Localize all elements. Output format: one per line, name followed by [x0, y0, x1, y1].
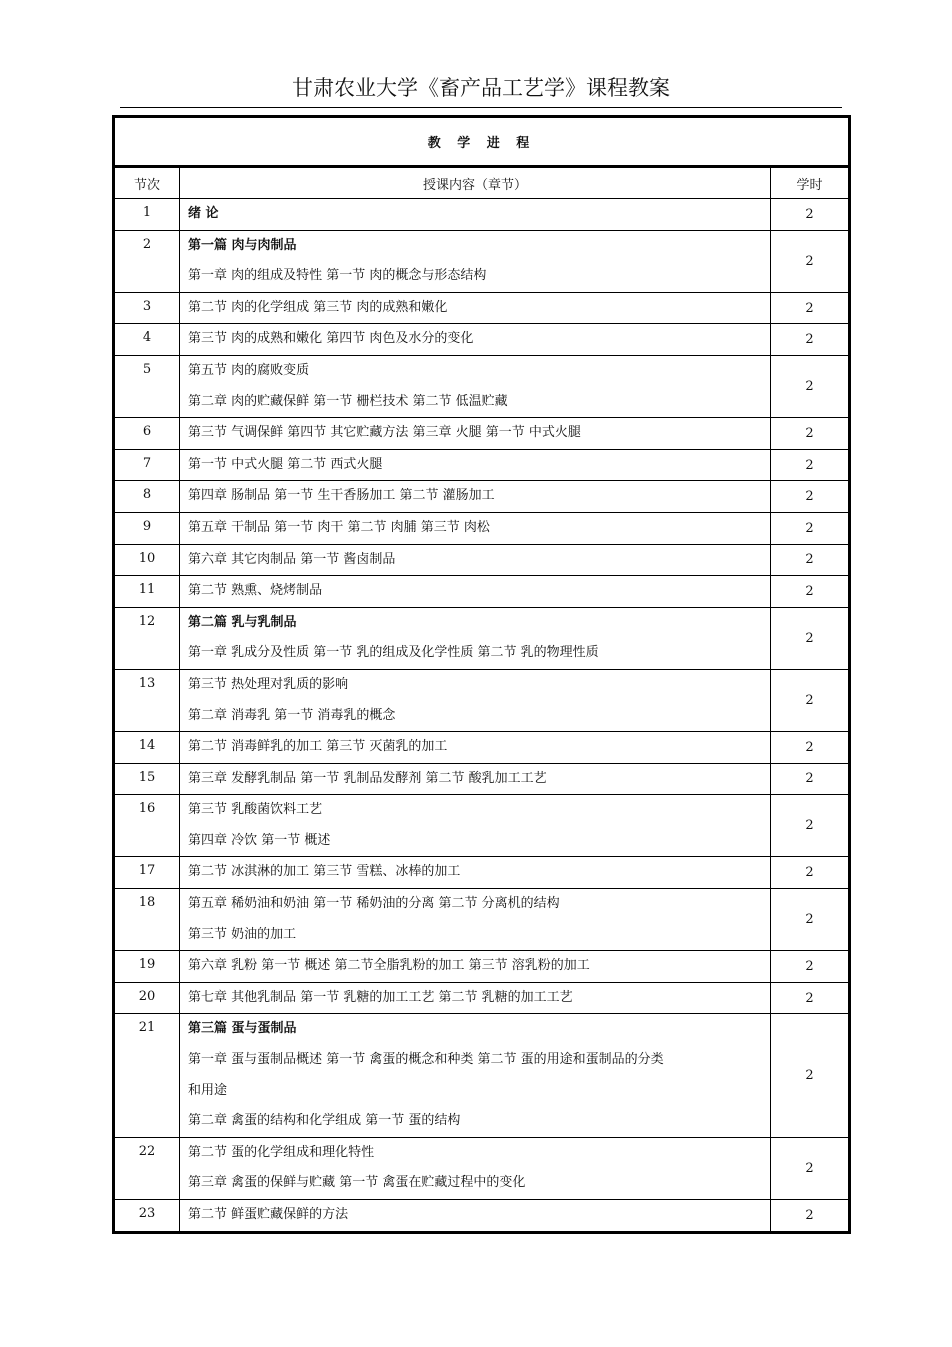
session-number: 11	[114, 576, 180, 608]
header-rule	[120, 107, 842, 108]
class-hours: 2	[771, 951, 850, 983]
session-number: 16	[114, 795, 180, 857]
table-row	[114, 199, 850, 231]
lesson-content	[180, 199, 771, 231]
session-number: 2	[114, 230, 180, 292]
session-number: 14	[114, 732, 180, 764]
table-row	[114, 355, 850, 417]
content-line: 第一章 蛋与蛋制品概述 第一节 禽蛋的概念和种类 第二节 蛋的用途和蛋制品的分类	[188, 1052, 664, 1068]
table-row	[114, 292, 850, 324]
lesson-content	[180, 982, 771, 1014]
content-line: 第三节 奶油的加工	[188, 926, 297, 942]
class-hours: 2	[771, 1014, 850, 1137]
table-row	[114, 544, 850, 576]
session-number: 19	[114, 951, 180, 983]
content-line: 第三章 禽蛋的保鲜与贮藏 第一节 禽蛋在贮藏过程中的变化	[188, 1175, 526, 1191]
table-row	[114, 763, 850, 795]
content-line: 第三节 乳酸菌饮料工艺	[188, 802, 323, 818]
table-row	[114, 732, 850, 764]
part-heading: 第一篇 肉与肉制品	[188, 237, 297, 253]
content-line: 第七章 其他乳制品 第一节 乳糖的加工工艺 第二节 乳糖的加工工艺	[188, 989, 573, 1005]
content-line: 第一节 中式火腿 第二节 西式火腿	[188, 456, 383, 472]
class-hours: 2	[771, 857, 850, 889]
table-row	[114, 324, 850, 356]
lesson-content	[180, 512, 771, 544]
session-number: 15	[114, 763, 180, 795]
lesson-content	[180, 355, 771, 417]
content-line: 第二节 蛋的化学组成和理化特性	[188, 1144, 375, 1160]
class-hours: 2	[771, 449, 850, 481]
content-line: 第四章 冷饮 第一节 概述	[188, 832, 331, 848]
session-number: 10	[114, 544, 180, 576]
content-line: 第四章 肠制品 第一节 生干香肠加工 第二节 灌肠加工	[188, 488, 495, 504]
content-line: 第二节 消毒鲜乳的加工 第三节 灭菌乳的加工	[188, 739, 448, 755]
session-number: 1	[114, 199, 180, 231]
session-number: 8	[114, 481, 180, 513]
session-number: 17	[114, 857, 180, 889]
lesson-content	[180, 732, 771, 764]
table-row	[114, 669, 850, 731]
lesson-content	[180, 418, 771, 450]
class-hours: 2	[771, 199, 850, 231]
lesson-content	[180, 544, 771, 576]
lesson-content	[180, 763, 771, 795]
session-number: 6	[114, 418, 180, 450]
table-row	[114, 795, 850, 857]
table-row	[114, 481, 850, 513]
lesson-content	[180, 951, 771, 983]
table-row	[114, 1200, 850, 1233]
lesson-content	[180, 481, 771, 513]
document-header-title: 甘肃农业大学《畜产品工艺学》课程教案	[292, 76, 670, 100]
lesson-content	[180, 795, 771, 857]
lesson-content	[180, 449, 771, 481]
lesson-content	[180, 669, 771, 731]
column-header-content: 授课内容（章节）	[180, 167, 771, 199]
class-hours: 2	[771, 795, 850, 857]
table-row	[114, 512, 850, 544]
class-hours: 2	[771, 669, 850, 731]
content-line: 第五节 肉的腐败变质	[188, 362, 310, 378]
content-line: 第六章 其它肉制品 第一节 酱卤制品	[188, 551, 396, 567]
table-header-row	[114, 167, 850, 199]
content-line: 第三节 气调保鲜 第四节 其它贮藏方法 第三章 火腿 第一节 中式火腿	[188, 425, 581, 441]
session-number: 12	[114, 607, 180, 669]
lesson-content	[180, 324, 771, 356]
class-hours: 2	[771, 481, 850, 513]
lesson-content	[180, 576, 771, 608]
content-line: 和用途	[188, 1082, 228, 1098]
session-number: 13	[114, 669, 180, 731]
lesson-content	[180, 1137, 771, 1199]
session-number: 21	[114, 1014, 180, 1137]
table-row	[114, 230, 850, 292]
content-line: 第二节 熟熏、烧烤制品	[188, 583, 323, 599]
class-hours: 2	[771, 512, 850, 544]
class-hours: 2	[771, 355, 850, 417]
table-row	[114, 576, 850, 608]
table-row	[114, 418, 850, 450]
content-line: 第五章 稀奶油和奶油 第一节 稀奶油的分离 第二节 分离机的结构	[188, 896, 560, 912]
content-line: 第二节 冰淇淋的加工 第三节 雪糕、冰棒的加工	[188, 864, 461, 880]
session-number: 7	[114, 449, 180, 481]
table-row	[114, 1014, 850, 1137]
content-line: 第六章 乳粉 第一节 概述 第二节全脂乳粉的加工 第三节 溶乳粉的加工	[188, 958, 590, 974]
table-row	[114, 951, 850, 983]
session-number: 3	[114, 292, 180, 324]
session-number: 23	[114, 1200, 180, 1233]
lesson-content	[180, 607, 771, 669]
content-line: 第一章 肉的组成及特性 第一节 肉的概念与形态结构	[188, 268, 487, 284]
content-line: 第二章 禽蛋的结构和化学组成 第一节 蛋的结构	[188, 1113, 461, 1129]
class-hours: 2	[771, 732, 850, 764]
table-row	[114, 982, 850, 1014]
content-line: 第二节 鲜蛋贮藏保鲜的方法	[188, 1207, 349, 1222]
session-number: 4	[114, 324, 180, 356]
lesson-content	[180, 230, 771, 292]
content-line: 第五章 干制品 第一节 肉干 第二节 肉脯 第三节 肉松	[188, 519, 490, 535]
class-hours: 2	[771, 230, 850, 292]
part-heading: 第三篇 蛋与蛋制品	[188, 1021, 297, 1037]
session-number: 18	[114, 889, 180, 951]
lesson-content	[180, 857, 771, 889]
part-heading: 绪 论	[188, 206, 219, 221]
class-hours: 2	[771, 607, 850, 669]
teaching-schedule-table	[112, 115, 851, 1234]
class-hours: 2	[771, 544, 850, 576]
table-row	[114, 857, 850, 889]
table-title: 教 学 进 程	[114, 117, 850, 167]
lesson-content	[180, 292, 771, 324]
table-row	[114, 889, 850, 951]
content-line: 第一章 乳成分及性质 第一节 乳的组成及化学性质 第二节 乳的物理性质	[188, 645, 599, 661]
table-row	[114, 449, 850, 481]
content-line: 第三节 肉的成熟和嫩化 第四节 肉色及水分的变化	[188, 331, 474, 347]
part-heading: 第二篇 乳与乳制品	[188, 614, 297, 630]
class-hours: 2	[771, 1200, 850, 1233]
table-title-row	[114, 117, 850, 167]
table-row	[114, 1137, 850, 1199]
lesson-content	[180, 1014, 771, 1137]
table-row	[114, 607, 850, 669]
lesson-content	[180, 1200, 771, 1233]
session-number: 5	[114, 355, 180, 417]
class-hours: 2	[771, 1137, 850, 1199]
content-line: 第二章 肉的贮藏保鲜 第一节 栅栏技术 第二节 低温贮藏	[188, 393, 508, 409]
content-line: 第三章 发酵乳制品 第一节 乳制品发酵剂 第二节 酸乳加工工艺	[188, 770, 547, 786]
class-hours: 2	[771, 889, 850, 951]
column-header-hours: 学时	[771, 167, 850, 199]
class-hours: 2	[771, 576, 850, 608]
class-hours: 2	[771, 763, 850, 795]
content-line: 第二节 肉的化学组成 第三节 肉的成熟和嫩化	[188, 299, 448, 315]
session-number: 20	[114, 982, 180, 1014]
session-number: 22	[114, 1137, 180, 1199]
class-hours: 2	[771, 418, 850, 450]
content-line: 第二章 消毒乳 第一节 消毒乳的概念	[188, 707, 396, 723]
class-hours: 2	[771, 982, 850, 1014]
content-line: 第三节 热处理对乳质的影响	[188, 676, 349, 692]
class-hours: 2	[771, 292, 850, 324]
lesson-content	[180, 889, 771, 951]
session-number: 9	[114, 512, 180, 544]
column-header-session: 节次	[114, 167, 180, 199]
class-hours: 2	[771, 324, 850, 356]
